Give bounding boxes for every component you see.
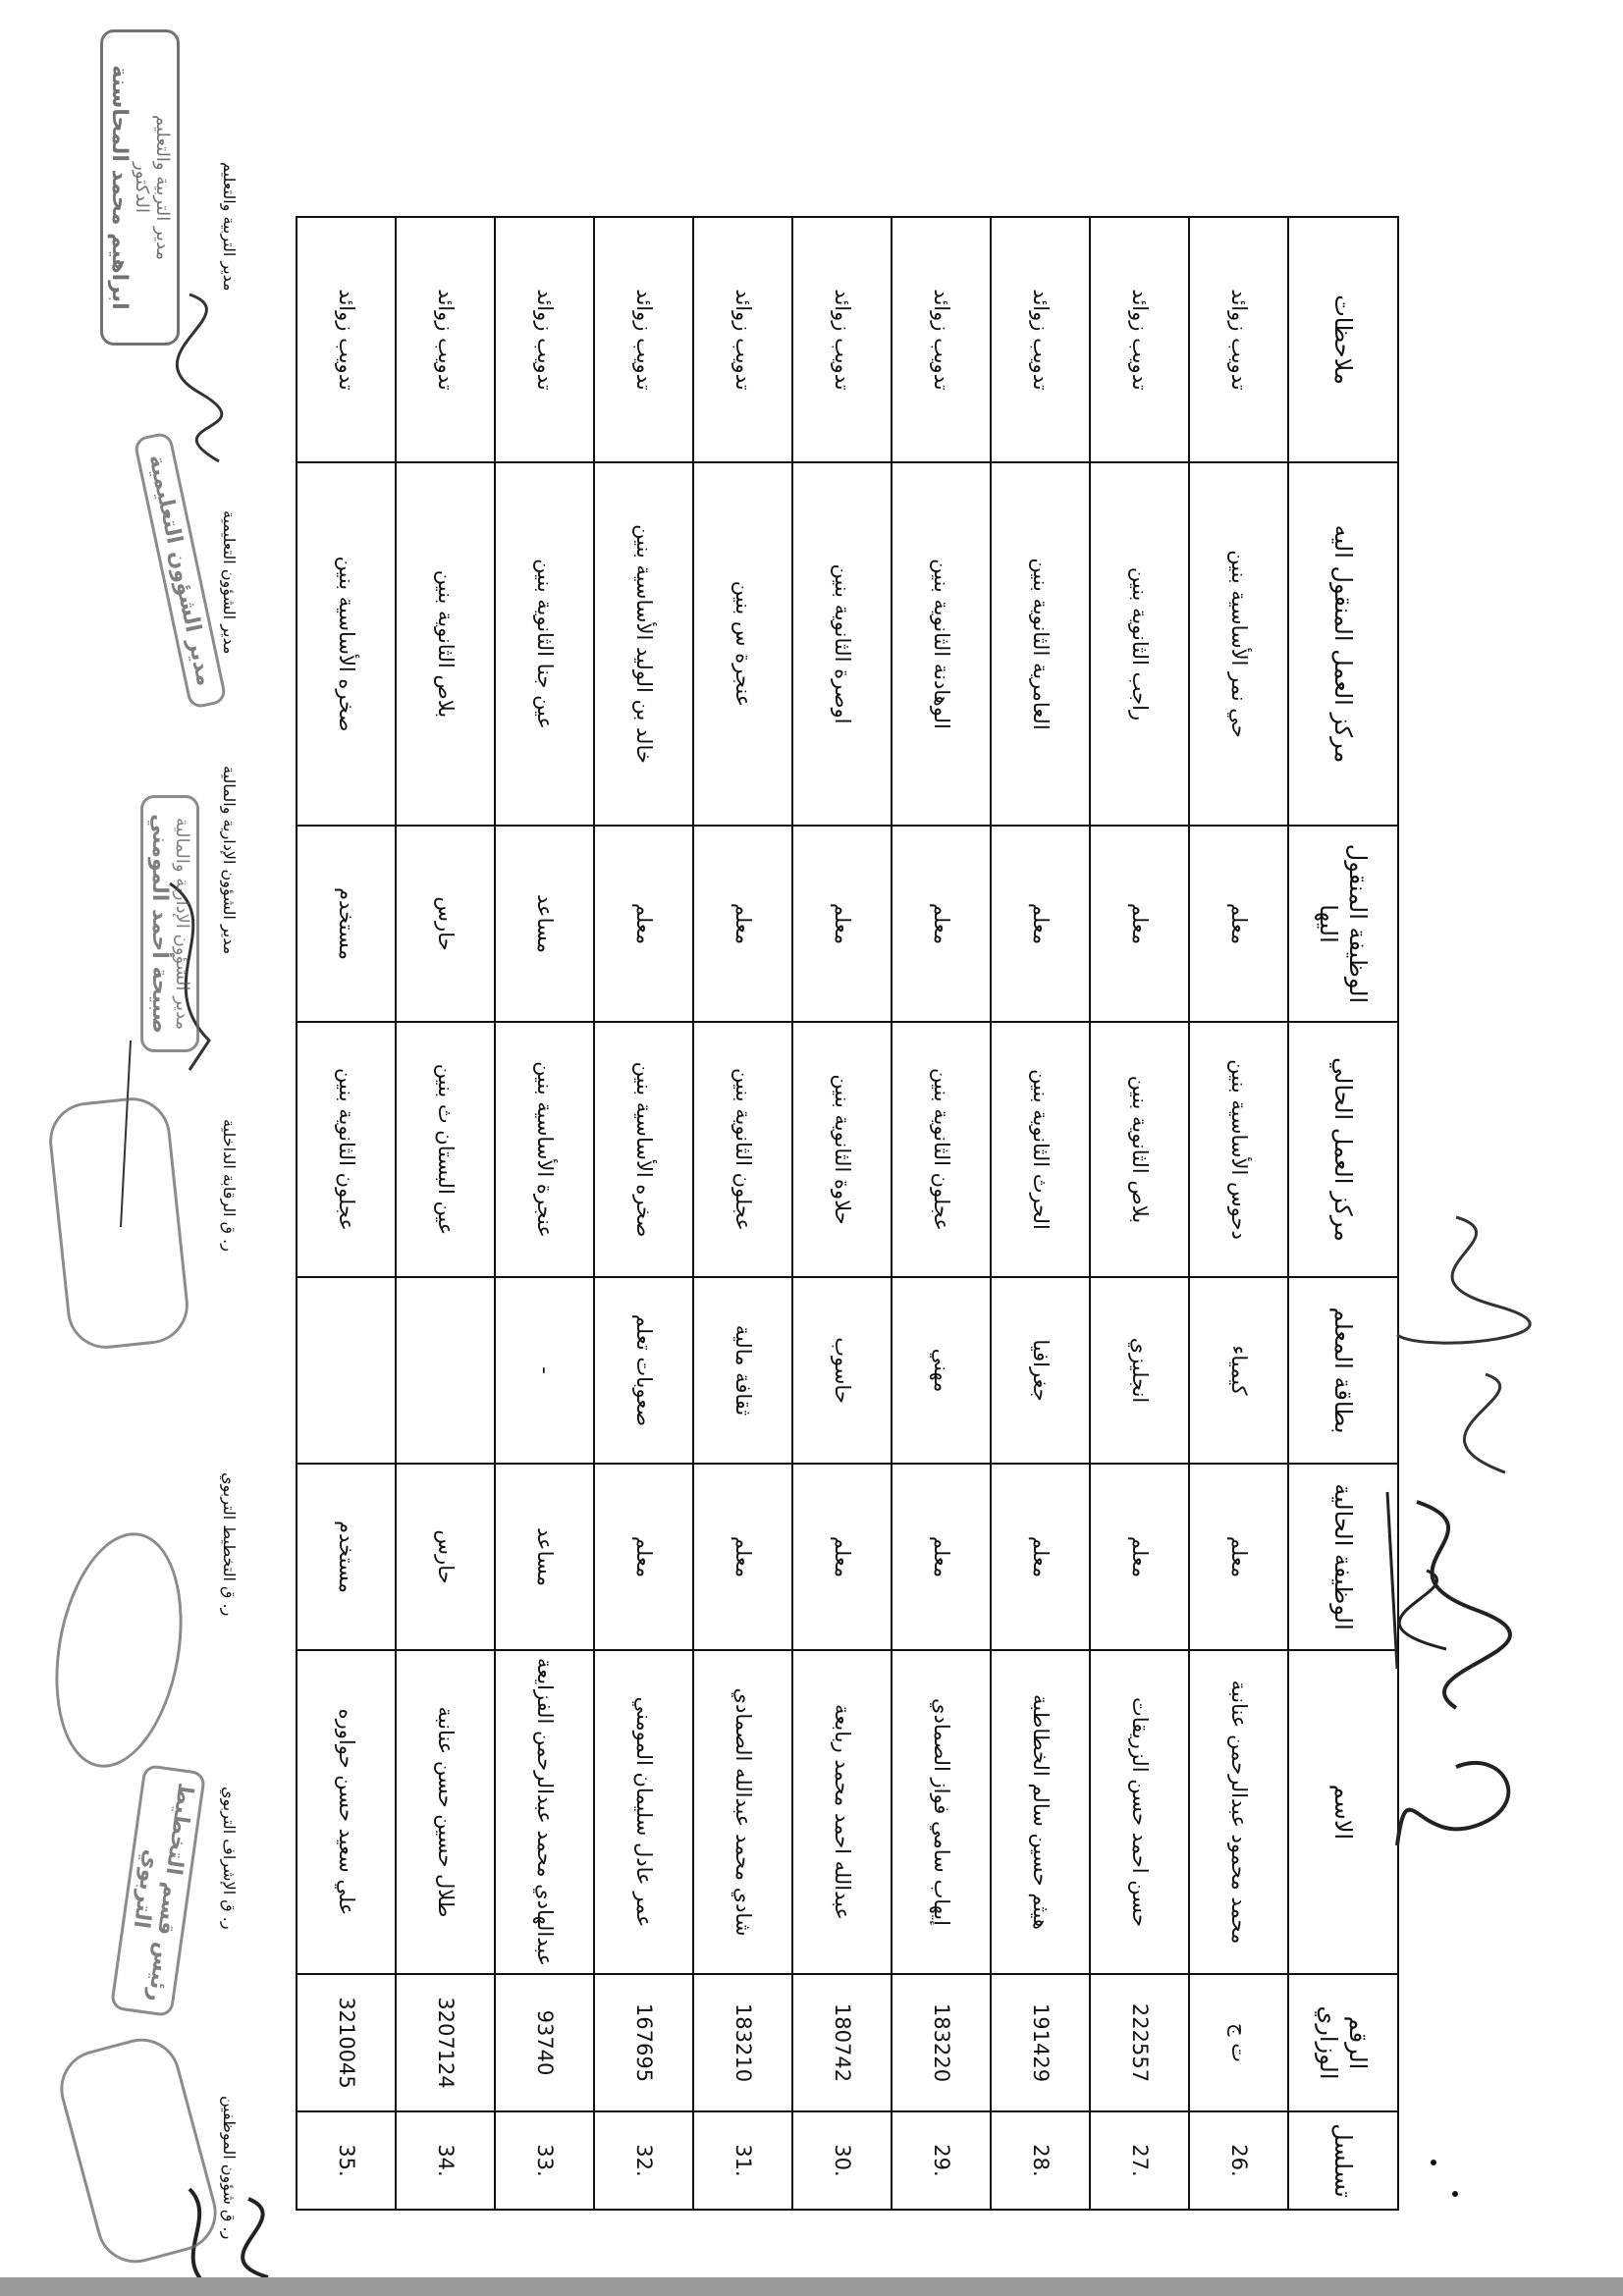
cell-new-job: معلم [792, 826, 892, 1022]
cell-new-center: حي نمر الأساسية بنين [1189, 462, 1288, 826]
cell-serial: .27 [1090, 2111, 1189, 2210]
cell-current-center: عجلون الثانوية بنين [693, 1022, 792, 1277]
cell-teacher-card: كيمياء [1189, 1277, 1288, 1464]
cell-current-job: مستخدم [297, 1464, 396, 1650]
cell-current-job: معلم [892, 1464, 991, 1650]
cell-serial: .33 [495, 2111, 594, 2210]
cell-new-center: عنجرة س بنين [693, 462, 792, 826]
cell-current-center: الحرث الثانوية بنين [991, 1022, 1090, 1277]
cell-teacher-card [396, 1277, 495, 1464]
cell-ministry-number: 167695 [594, 1974, 693, 2111]
table-body [297, 217, 1288, 2210]
cell-current-job: معلم [991, 1464, 1090, 1650]
cell-notes: تدويب زوائد [991, 217, 1090, 462]
header-serial: تسلسل [1288, 2111, 1398, 2210]
cell-notes: تدويب زوائد [792, 217, 892, 462]
sig-supervision: ر. ق الإشراف التربوي [220, 1787, 239, 1930]
header-ministry-number: الرقم الوزاري [1288, 1974, 1398, 2111]
cell-ministry-number: 191429 [991, 1974, 1090, 2111]
table-row [396, 217, 495, 2210]
cell-name: حسن احمد حسن الزريقات [1090, 1650, 1189, 1974]
header-new-job: الوظيفة المنقول اليها [1288, 826, 1398, 1022]
cell-serial: .32 [594, 2111, 693, 2210]
table-row [594, 217, 693, 2210]
table-row [297, 217, 396, 2210]
cell-new-center: خالد بن الوليد الأساسية بنين [594, 462, 693, 826]
cell-name: عمر عادل سليمان المومني [594, 1650, 693, 1974]
stamp-staff-affairs [51, 2030, 225, 2272]
cell-name: عبدالله احمد محمد ربابعة [792, 1650, 892, 1974]
sig-director: مدير التربية والتعليم [220, 162, 239, 292]
cell-current-center: دحوس الأساسية بنين [1189, 1022, 1288, 1277]
table-row [991, 217, 1090, 2210]
sig-staff-affairs: ر. ق شؤون الموظفين [220, 2096, 239, 2240]
cell-teacher-card: صعوبات تعلم [594, 1277, 693, 1464]
cell-current-center: صخره الأساسية بنين [594, 1022, 693, 1277]
sig-admin-finance: مدير الشؤون الإدارية والمالية [220, 766, 239, 955]
cell-notes: تدويب زوائد [297, 217, 396, 462]
table-row [495, 217, 594, 2210]
sig-internal-control: ر. ق الرقابة الداخلية [220, 1119, 239, 1252]
sig-education-affairs: مدير الشؤون التعليمية [220, 510, 239, 655]
cell-teacher-card: انجليزي [1090, 1277, 1189, 1464]
cell-new-job: معلم [594, 826, 693, 1022]
header-current-center: مركز العمل الحالي [1288, 1022, 1398, 1277]
cell-new-job: مستخدم [297, 826, 396, 1022]
cell-name: علي سعيد حسن حواوره [297, 1650, 396, 1974]
cell-notes: تدويب زوائد [594, 217, 693, 462]
header-name: الاسم [1288, 1650, 1398, 1974]
cell-new-center: الوهادنة الثانوية بنين [892, 462, 991, 826]
cell-current-job: مساعد [495, 1464, 594, 1650]
table-header-row [1288, 217, 1398, 2210]
cell-new-center: اوصرة الثانوية بنين [792, 462, 892, 826]
cell-name: إيهاب سامي فواز الصمادي [892, 1650, 991, 1974]
cell-current-center: بلاص الثانوية بنين [1090, 1022, 1189, 1277]
cell-teacher-card: مهني [892, 1277, 991, 1464]
cell-name: طلال حسين حسن عنانبة [396, 1650, 495, 1974]
cell-notes: تدويب زوائد [892, 217, 991, 462]
header-new-center: مركز العمل المنقول اليه [1288, 462, 1398, 826]
stamp-admin-finance: مدير الشؤون الإدارية والمالية صبيحة أحمد المومني [140, 795, 199, 1052]
cell-new-job: حارس [396, 826, 495, 1022]
table-row [693, 217, 792, 2210]
cell-name: شادي محمد عبدالله الصمادي [693, 1650, 792, 1974]
cell-new-center: راجب الثانوية بنين [1090, 462, 1189, 826]
stamp-planning: رئيس قسم التخطيط التربوي [110, 1764, 206, 2017]
table-row [892, 217, 991, 2210]
cell-current-job: معلم [1189, 1464, 1288, 1650]
scan-speck [1452, 2191, 1458, 2197]
cell-new-job: مساعد [495, 826, 594, 1022]
transfer-table [296, 216, 1399, 2211]
cell-teacher-card: ثقافة مالية [693, 1277, 792, 1464]
cell-ministry-number: 3210045 [297, 1974, 396, 2111]
cell-serial: .35 [297, 2111, 396, 2210]
cell-notes: تدويب زوائد [1090, 217, 1189, 462]
cell-new-center: صخره الأساسية بنين [297, 462, 396, 826]
cell-current-job: معلم [594, 1464, 693, 1650]
cell-ministry-number: ت ج [1189, 1974, 1288, 2111]
scan-speck [1431, 2160, 1436, 2165]
stamp-planning-seal [38, 1522, 199, 1778]
cell-serial: .30 [792, 2111, 892, 2210]
sig-planning: ر. ق التخطيط التربوي [220, 1472, 239, 1617]
cell-current-job: معلم [693, 1464, 792, 1650]
cell-teacher-card: - [495, 1277, 594, 1464]
cell-serial: .34 [396, 2111, 495, 2210]
cell-name: هيثم حسين سالم الخطاطبة [991, 1650, 1090, 1974]
header-current-job: الوظيفة الحالية [1288, 1464, 1398, 1650]
cell-current-job: حارس [396, 1464, 495, 1650]
cell-serial: .28 [991, 2111, 1090, 2210]
cell-ministry-number: 183220 [892, 1974, 991, 2111]
cell-current-job: معلم [1090, 1464, 1189, 1650]
cell-ministry-number: 222557 [1090, 1974, 1189, 2111]
cell-teacher-card: جغرافيا [991, 1277, 1090, 1464]
cell-current-center: عجلون الثانوية بنين [297, 1022, 396, 1277]
cell-ministry-number: 3207124 [396, 1974, 495, 2111]
stamp-internal-control [45, 1094, 192, 1353]
cell-serial: .29 [892, 2111, 991, 2210]
header-notes: ملاحظات [1288, 217, 1398, 462]
cell-new-center: عين جنا الثانوية بنين [495, 462, 594, 826]
cell-new-job: معلم [1189, 826, 1288, 1022]
stamp-director: مدير التربية والتعليم الدكتور ابراهيم محمد المحاسنة [100, 29, 180, 346]
scan-bottom-edge [0, 2277, 1623, 2296]
cell-ministry-number: 93740 [495, 1974, 594, 2111]
cell-current-center: عنجرة الأساسية بنين [495, 1022, 594, 1277]
cell-current-center: عجلون الثانوية بنين [892, 1022, 991, 1277]
table-row [1189, 217, 1288, 2210]
header-teacher-card: بطاقة المعلم [1288, 1277, 1398, 1464]
stamp-education-affairs: مدير الشؤون التعليمية [133, 431, 228, 710]
cell-current-job: معلم [792, 1464, 892, 1650]
cell-new-job: معلم [892, 826, 991, 1022]
cell-name: محمد محمود عبدالرحمن عنانبة [1189, 1650, 1288, 1974]
table-row [1090, 217, 1189, 2210]
cell-name: عبدالهادي محمد عبدالرحمن الفزايعة [495, 1650, 594, 1974]
cell-new-center: بلاص الثانوية بنين [396, 462, 495, 826]
cell-new-job: معلم [991, 826, 1090, 1022]
cell-serial: .31 [693, 2111, 792, 2210]
cell-ministry-number: 180742 [792, 1974, 892, 2111]
cell-ministry-number: 183210 [693, 1974, 792, 2111]
cell-notes: تدويب زوائد [1189, 217, 1288, 462]
cell-new-job: معلم [1090, 826, 1189, 1022]
cell-new-job: معلم [693, 826, 792, 1022]
cell-current-center: حلاوة الثانوية بنين [792, 1022, 892, 1277]
cell-new-center: العامرية الثانوية بنين [991, 462, 1090, 826]
cell-notes: تدويب زوائد [396, 217, 495, 462]
cell-notes: تدويب زوائد [495, 217, 594, 462]
cell-current-center: عين البستان ث بنين [396, 1022, 495, 1277]
cell-teacher-card [297, 1277, 396, 1464]
cell-serial: .26 [1189, 2111, 1288, 2210]
cell-teacher-card: حاسوب [792, 1277, 892, 1464]
table-row [792, 217, 892, 2210]
cell-notes: تدويب زوائد [693, 217, 792, 462]
